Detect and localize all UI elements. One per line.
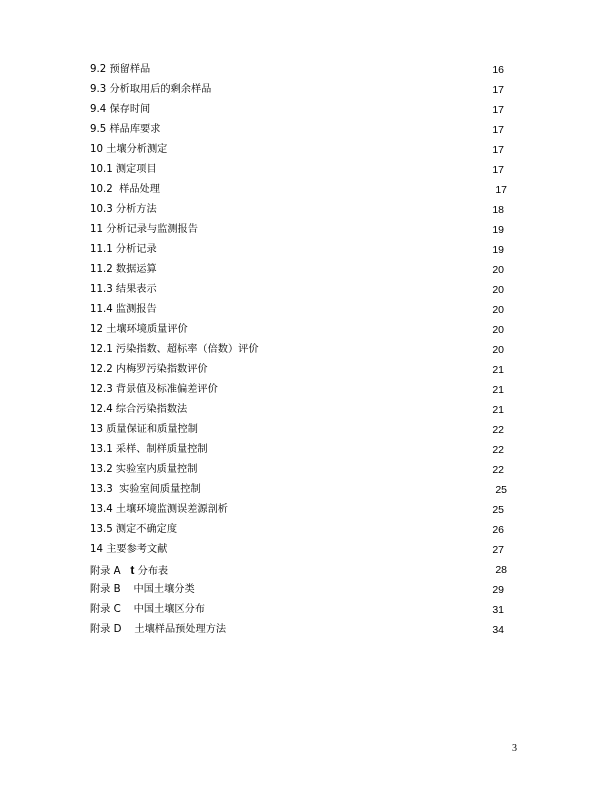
toc-entry-page: 17 bbox=[492, 164, 504, 176]
toc-entry-page: 20 bbox=[492, 284, 504, 296]
appendix-a-title: 分布表 bbox=[137, 566, 169, 577]
toc-entry-page: 34 bbox=[492, 624, 504, 636]
toc-entry-page: 21 bbox=[492, 384, 504, 396]
toc-entry-title: 12.3 背景值及标准偏差评价 bbox=[90, 384, 218, 395]
toc-entry-page: 20 bbox=[492, 324, 504, 336]
page-number: 3 bbox=[512, 743, 517, 754]
toc-entry-page: 21 bbox=[492, 404, 504, 416]
toc-entry-page: 20 bbox=[492, 344, 504, 356]
toc-entry-title: 13.5 测定不确定度 bbox=[90, 524, 178, 535]
toc-entry-title: 10.2 样品处理 bbox=[90, 184, 160, 195]
toc-entry-page: 20 bbox=[492, 264, 504, 276]
toc-entry[interactable] bbox=[90, 140, 504, 160]
toc-entry-title: 12.1 污染指数、超标率（倍数）评价 bbox=[90, 344, 259, 355]
toc-entry-page: 21 bbox=[492, 364, 504, 376]
toc-entry-title: 10 土壤分析测定 bbox=[90, 144, 168, 155]
toc-entry-page: 17 bbox=[492, 144, 504, 156]
toc-entry[interactable] bbox=[90, 500, 504, 520]
toc-entry[interactable] bbox=[90, 160, 504, 180]
toc-entry-page: 16 bbox=[492, 64, 504, 76]
toc-entry-page: 22 bbox=[492, 464, 504, 476]
toc-entry[interactable] bbox=[90, 520, 504, 540]
toc-entry[interactable] bbox=[90, 120, 504, 140]
toc-entry-title: 14 主要参考文献 bbox=[90, 544, 168, 555]
toc-entry[interactable] bbox=[90, 260, 504, 280]
toc-entry[interactable] bbox=[90, 80, 504, 100]
toc-entry-title: 10.3 分析方法 bbox=[90, 204, 157, 215]
toc-entry-title: 12.2 内梅罗污染指数评价 bbox=[90, 364, 208, 375]
toc-entry-title: 11.1 分析记录 bbox=[90, 244, 157, 255]
toc-entry-page: 20 bbox=[492, 304, 504, 316]
toc-entry-page: 26 bbox=[492, 524, 504, 536]
toc-entry-title: 13 质量保证和质量控制 bbox=[90, 424, 198, 435]
toc-entry-page: 17 bbox=[492, 84, 504, 96]
toc-entry-title: 13.2 实验室内质量控制 bbox=[90, 464, 198, 475]
toc-entry-title: 9.5 样品库要求 bbox=[90, 124, 161, 135]
appendix-a-prefix: 附录 A bbox=[90, 566, 121, 577]
toc-entry[interactable] bbox=[90, 100, 504, 120]
toc-entry-page: 29 bbox=[492, 584, 504, 596]
toc-entry-title bbox=[90, 560, 168, 582]
toc-entry[interactable] bbox=[90, 480, 507, 500]
toc-entry[interactable] bbox=[90, 300, 504, 320]
toc-entry[interactable] bbox=[90, 420, 504, 440]
toc-entry-title: 13.4 土壤环境监测误差源剖析 bbox=[90, 504, 228, 515]
toc-entry-title: 13.1 采样、制样质量控制 bbox=[90, 444, 208, 455]
toc-entry[interactable] bbox=[90, 320, 504, 340]
toc-entry-title: 11.4 监测报告 bbox=[90, 304, 157, 315]
toc-entry-title: 10.1 测定项目 bbox=[90, 164, 157, 175]
toc-entry[interactable] bbox=[90, 240, 504, 260]
toc-entry-title: 11.2 数据运算 bbox=[90, 264, 157, 275]
toc-entry-page: 27 bbox=[492, 544, 504, 556]
toc-entry[interactable] bbox=[90, 440, 504, 460]
toc-entry-page: 17 bbox=[492, 104, 504, 116]
toc-entry-page: 19 bbox=[492, 244, 504, 256]
toc-entry-title: 11 分析记录与监测报告 bbox=[90, 224, 198, 235]
toc-entry-title: 附录 D 土壤样品预处理方法 bbox=[90, 624, 227, 635]
toc-entry-title: 附录 B 中国土壤分类 bbox=[90, 584, 195, 595]
toc-entry-title: 11.3 结果表示 bbox=[90, 284, 157, 295]
toc-entry[interactable] bbox=[90, 200, 504, 220]
toc-entry-page: 31 bbox=[492, 604, 504, 616]
toc-entry[interactable] bbox=[90, 340, 504, 360]
toc-entry[interactable] bbox=[90, 560, 507, 580]
toc-entry-title: 9.3 分析取用后的剩余样品 bbox=[90, 84, 212, 95]
toc-entry[interactable] bbox=[90, 580, 504, 600]
toc-entry-page: 17 bbox=[492, 124, 504, 136]
toc-entry-page: 18 bbox=[492, 204, 504, 216]
toc-entry[interactable] bbox=[90, 60, 504, 80]
toc-entry[interactable] bbox=[90, 540, 504, 560]
appendix-a-t-symbol: t bbox=[130, 563, 135, 577]
toc-entry[interactable] bbox=[90, 400, 504, 420]
toc-entry[interactable] bbox=[90, 460, 504, 480]
toc-entry-title: 附录 C 中国土壤区分布 bbox=[90, 604, 205, 615]
toc-entry[interactable] bbox=[90, 360, 504, 380]
toc-entry-page: 22 bbox=[492, 424, 504, 436]
toc-entry-page: 25 bbox=[492, 504, 504, 516]
toc-entry-title: 9.2 预留样品 bbox=[90, 64, 151, 75]
toc-entry[interactable] bbox=[90, 220, 504, 240]
toc-entry[interactable] bbox=[90, 380, 504, 400]
toc-entry-title: 12.4 综合污染指数法 bbox=[90, 404, 188, 415]
toc-entry-title: 9.4 保存时间 bbox=[90, 104, 151, 115]
toc-entry-title: 12 土壤环境质量评价 bbox=[90, 324, 188, 335]
toc-entry-page: 19 bbox=[492, 224, 504, 236]
toc-entry-title: 13.3 实验室间质量控制 bbox=[90, 484, 201, 495]
toc-entry[interactable] bbox=[90, 600, 504, 620]
toc-entry-page: 28 bbox=[495, 564, 507, 576]
table-of-contents bbox=[90, 60, 507, 640]
toc-entry-page: 22 bbox=[492, 444, 504, 456]
toc-entry[interactable] bbox=[90, 180, 507, 200]
toc-entry-page: 17 bbox=[495, 184, 507, 196]
toc-entry[interactable] bbox=[90, 280, 504, 300]
toc-entry[interactable] bbox=[90, 620, 504, 640]
toc-entry-page: 25 bbox=[495, 484, 507, 496]
